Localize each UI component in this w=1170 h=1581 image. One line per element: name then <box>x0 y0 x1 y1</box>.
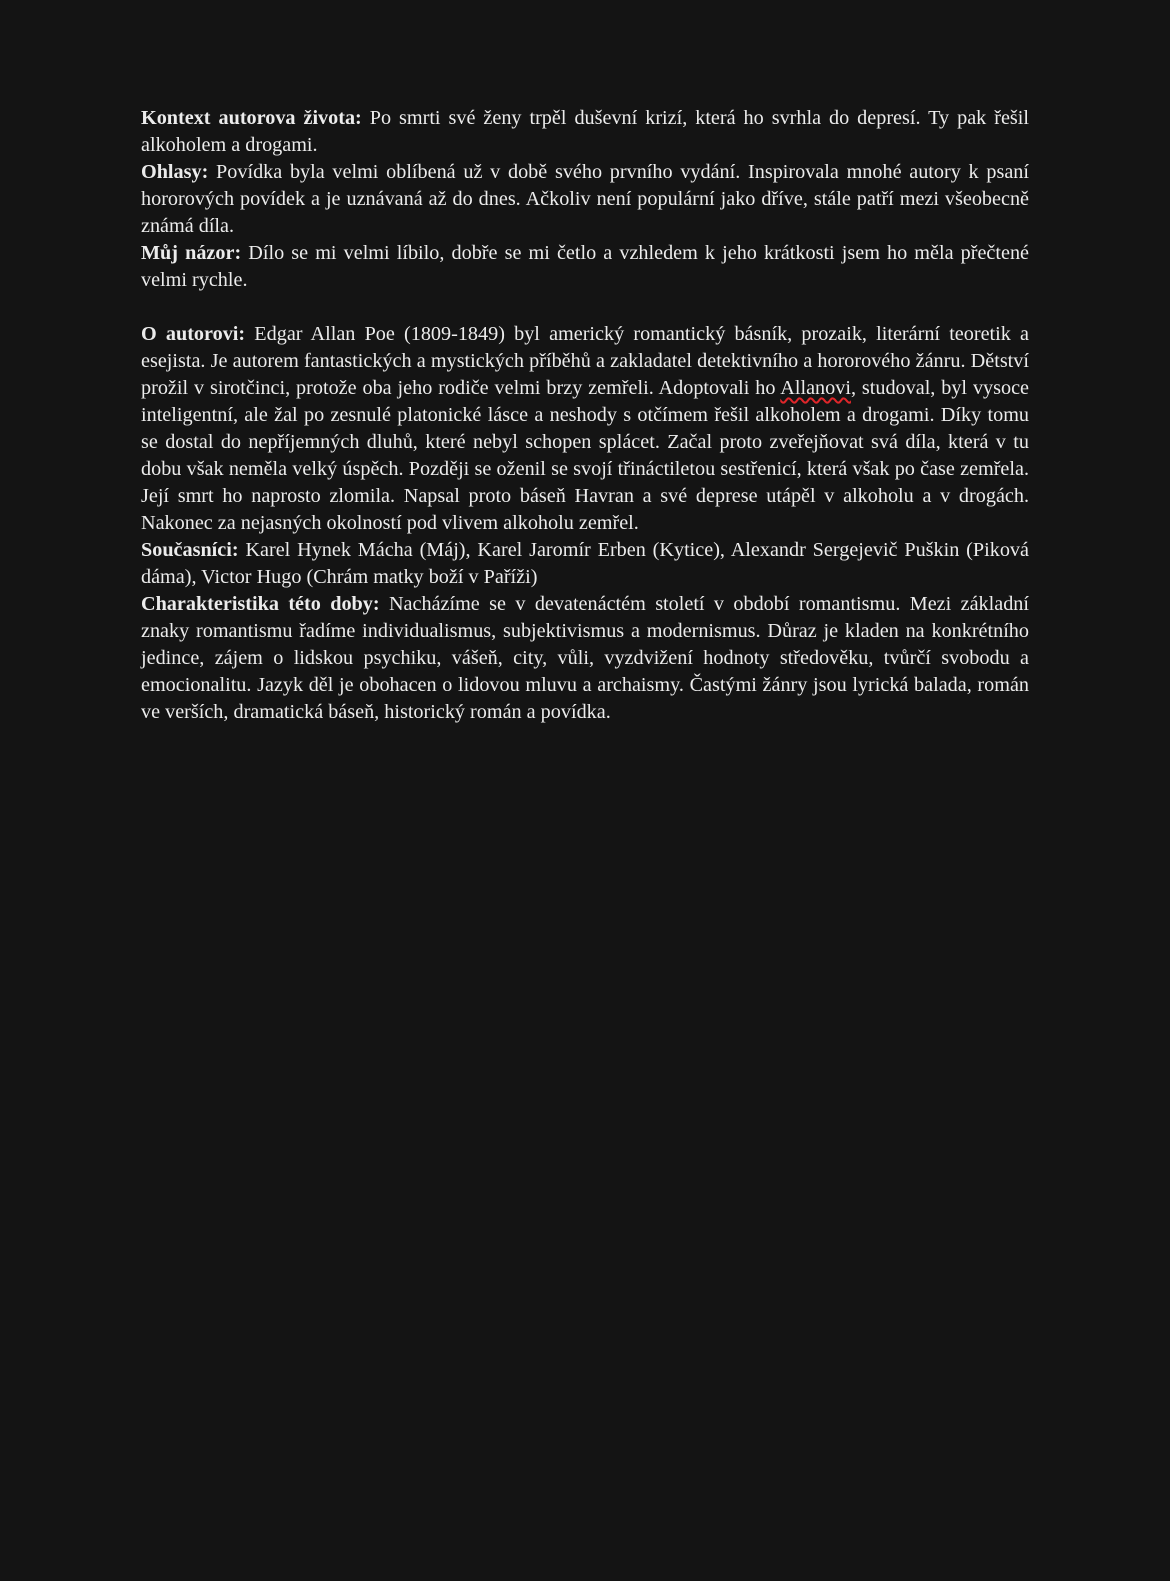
text-doba: Nacházíme se v devatenáctém století v období romantismu. Mezi základní znaky romantismu řadíme individualismus, subjektivismus a modernismus. Důraz je kladen na konkrétního jedince, zájem o lidskou psychiku, vášeň, city, vůli, vyzdvižení hodnoty středověku, tvůrčí svobodu a emocionalitu. Jazyk děl je obohacen o lidovou mluvu a archaismy. Častými žánry jsou lyrická balada, román ve verších, dramatická báseň, historický román a povídka. <box>141 593 1029 723</box>
text-autor-after: , studoval, byl vysoce inteligentní, ale žal po zesnulé platonické lásce a neshody s otčímem řešil alkoholem a drogami. Díky tomu se dostal do nepříjemných dluhů, které nebyl schopen splácet. Začal proto zveřejňovat svá díla, která v tu dobu však neměla velký úspěch. Později se oženil se svojí třináctiletou sestřenicí, která však po čase zemřela. Její smrt ho naprosto zlomila. Napsal proto báseň Havran a své deprese utápěl v alkoholu a v drogách. Nakonec za nejasných okolností pod vlivem alkoholu zemřel. <box>141 377 1030 534</box>
paragraph-nazor[interactable] <box>141 240 1029 294</box>
empty-line <box>141 294 1029 321</box>
text-soucasnici: Karel Hynek Mácha (Máj), Karel Jaromír Erben (Kytice), Alexandr Sergejevič Puškin (Piková dáma), Victor Hugo (Chrám matky boží v Paříži) <box>141 539 1029 588</box>
paragraph-autor[interactable] <box>141 321 1029 537</box>
misspelled-word[interactable]: Allanovi <box>780 377 851 399</box>
text-nazor: Dílo se mi velmi líbilo, dobře se mi četlo a vzhledem k jeho krátkosti jsem ho měla přečtené velmi rychle. <box>141 242 1030 291</box>
text-ohlasy: Povídka byla velmi oblíbená už v době svého prvního vydání. Inspirovala mnohé autory k psaní hororových povídek a je uznávaná až do dnes. Ačkoliv není populární jako dříve, stále patří mezi všeobecně známá díla. <box>141 161 1029 237</box>
label-ohlasy: Ohlasy: <box>141 161 209 183</box>
paragraph-soucasnici[interactable] <box>141 537 1029 591</box>
paragraph-ohlasy[interactable] <box>141 159 1029 240</box>
label-autor: O autorovi: <box>141 323 246 345</box>
label-soucasnici: Současníci: <box>141 539 239 561</box>
label-doba: Charakteristika této doby: <box>141 593 380 615</box>
document-page <box>141 105 1029 726</box>
paragraph-kontext[interactable] <box>141 105 1029 159</box>
label-nazor: Můj názor: <box>141 242 242 264</box>
text-kontext: Po smrti své ženy trpěl duševní krizí, která ho svrhla do depresí. Ty pak řešil alkoholem a drogami. <box>141 107 1029 156</box>
text-autor-before: Edgar Allan Poe (1809-1849) byl americký romantický básník, prozaik, literární teoretik a esejista. Je autorem fantastických a mystických příběhů a zakladatel detektivního a hororového žánru. Dětství prožil v sirotčinci, protože oba jeho rodiče velmi brzy zemřeli. Adoptovali ho <box>141 323 1029 399</box>
paragraph-doba[interactable] <box>141 591 1029 726</box>
label-kontext: Kontext autorova života: <box>141 107 362 129</box>
